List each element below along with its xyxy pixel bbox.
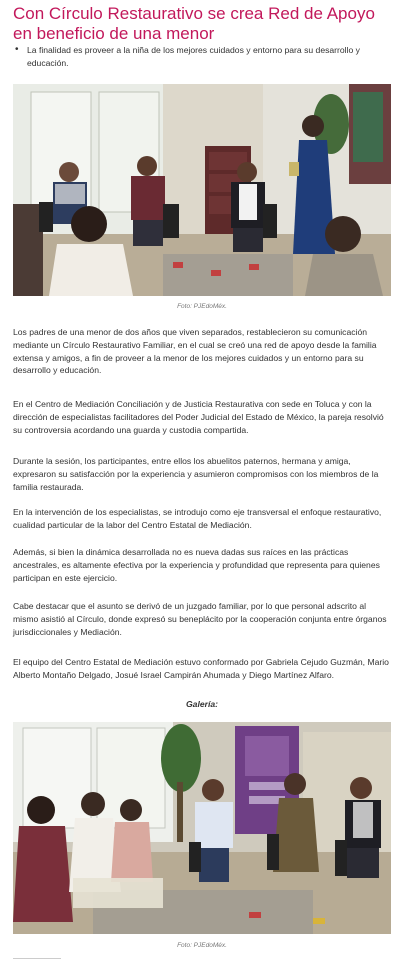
photo-caption-1: Foto: PJEdoMéx. xyxy=(177,303,227,310)
summary-list xyxy=(13,44,393,69)
gallery-photo[interactable] xyxy=(13,722,391,934)
article-photo-1[interactable] xyxy=(13,84,391,296)
paragraph-6: Cabe destacar que el asunto se derivó de un juzgado familiar, por lo que personal adscrito al mismo asistió al Círculo, donde expresó su beneplácito por la cooperación conjunta entre órganos jurisdiccionales y Mediación. xyxy=(13,601,387,637)
gallery-label: Galería: xyxy=(185,699,218,709)
summary-text: La finalidad es proveer a la niña de los mejores cuidados y entorno para su desarrollo y educación. xyxy=(27,45,360,68)
article-title: Con Círculo Restaurativo se crea Red de Apoyo en beneficio de una menor xyxy=(13,4,375,43)
paragraph-2: En el Centro de Mediación Conciliación y de Justicia Restaurativa con sede en Toluca y con la dirección de especialistas facilitadores del Poder Judicial del Estado de México, la pareja resolvió su controversia acordando una guarda y custodia compartida. xyxy=(13,399,384,435)
paragraph-1: Los padres de una menor de dos años que viven separados, restablecieron su comunicación mediante un Círculo Restaurativo Familiar, en el cual se creó una red de apoyo desde la familia extensa y amigos, a fin de proveer a la menor de los mejores cuidados y un entorno para su desarrollo y educación. xyxy=(13,327,377,376)
bullet-dot-icon: • xyxy=(15,44,19,55)
photo-session-image xyxy=(13,84,391,296)
paragraph-7: El equipo del Centro Estatal de Mediación estuvo conformado por Gabriela Cejudo Guzmán, Mario Alberto Montaño Delgado, Josué Israel Campirán Ahumada y Diego Martínez Alfaro. xyxy=(13,657,389,680)
summary-item xyxy=(13,44,393,69)
photo-gallery-image xyxy=(13,722,391,934)
paragraph-3: Durante la sesión, los participantes, entre ellos los abuelitos paternos, hermana y amiga, expresaron su satisfacción por la experiencia y asumieron compromisos con los miembros de la familia restaurada. xyxy=(13,456,379,492)
photo-caption-2: Foto: PJEdoMéx. xyxy=(177,942,227,949)
footer-divider xyxy=(13,958,61,959)
paragraph-5: Además, si bien la dinámica desarrollada no es nueva dadas sus raíces en las prácticas ancestrales, es altamente efectiva por la experiencia y profundidad que representa para quienes participan en este ejercicio. xyxy=(13,547,380,583)
paragraph-4: En la intervención de los especialistas, se introdujo como eje transversal el enfoque restaurativo, cualidad particular de la labor del Centro Estatal de Mediación. xyxy=(13,507,382,530)
